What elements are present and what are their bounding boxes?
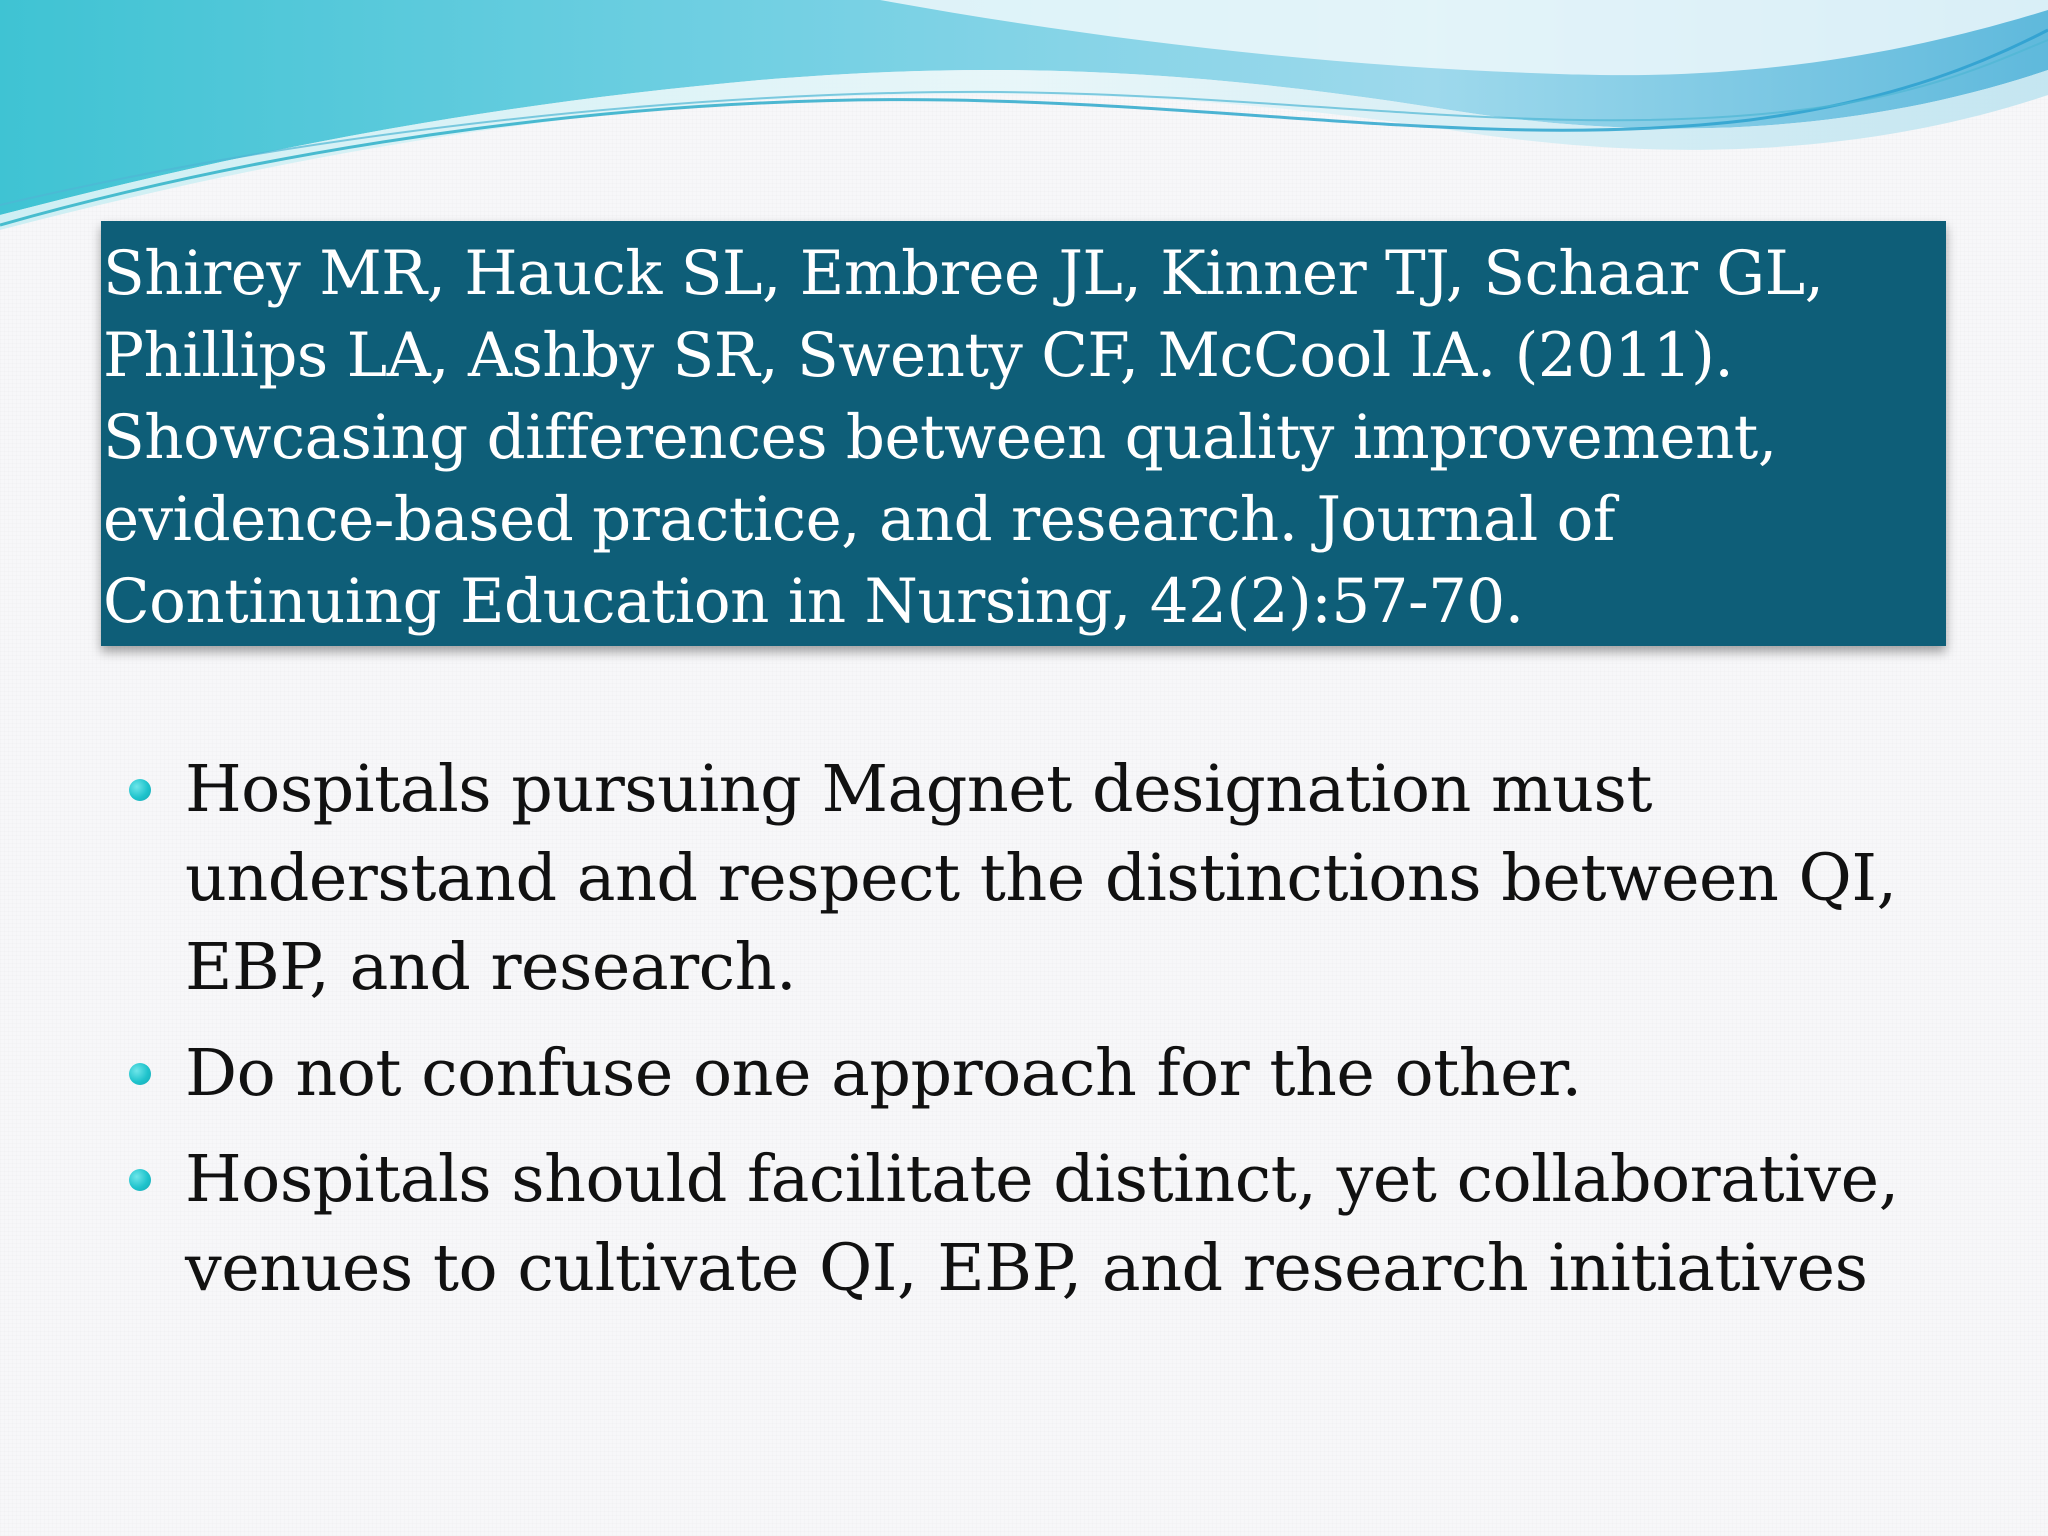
citation-title-box [101,221,1946,646]
bullet-text: Do not confuse one approach for the other. [185,1036,1582,1111]
bullet-icon [129,1169,151,1191]
bullet-text: Hospitals should facilitate distinct, yet collaborative, venues to cultivate QI, EBP, and research initiatives [185,1142,1899,1306]
bullet-icon [129,1063,151,1085]
bullet-item [125,1029,2005,1118]
bullet-item [125,1135,2005,1313]
bullet-text: Hospitals pursuing Magnet designation must understand and respect the distinctions between QI, EBP, and research. [185,752,1897,1005]
bullet-item [125,745,2005,1012]
bullet-icon [129,779,151,801]
citation-title: Shirey MR, Hauck SL, Embree JL, Kinner TJ, Schaar GL, Phillips LA, Ashby SR, Swenty CF, McCool IA. (2011). Showcasing differences between quality improvement, evidence-based practice, and research. Journal of Continuing Education in Nursing, 42(2):57-70. [103,238,1824,637]
decorative-wave-header [0,0,2048,240]
bullet-list [125,745,2005,1330]
